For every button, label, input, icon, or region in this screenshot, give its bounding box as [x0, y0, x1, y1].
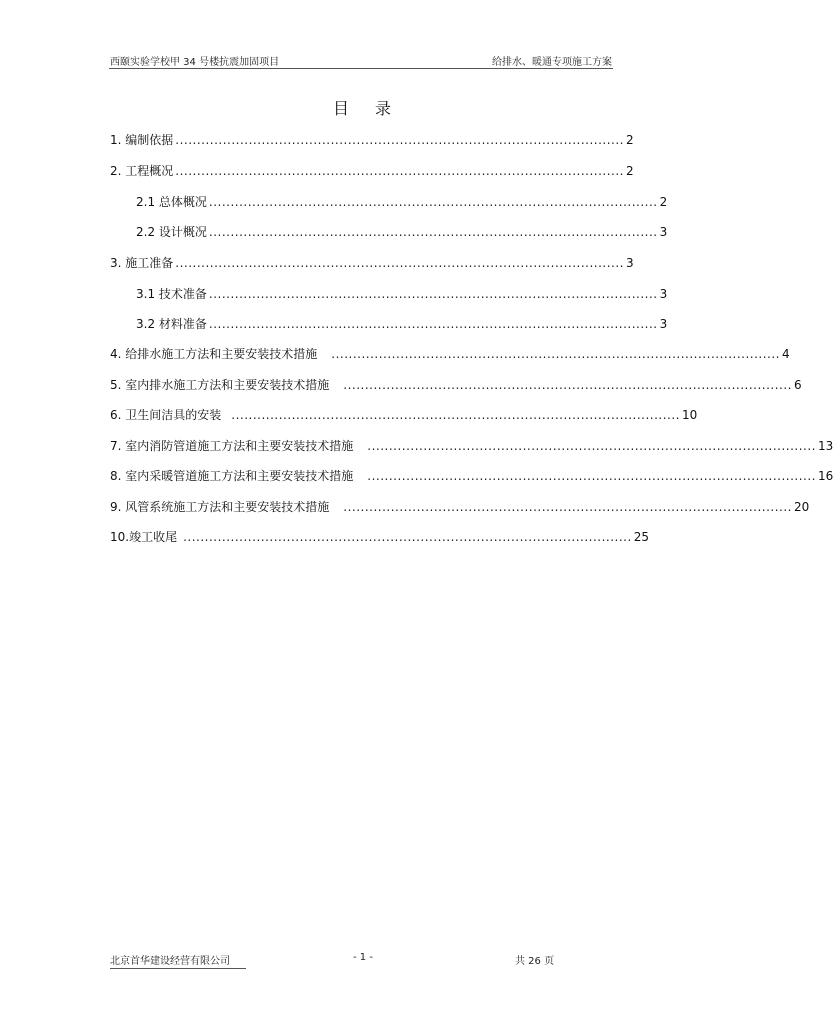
toc-entry-label: 2.1 总体概况 [136, 195, 207, 209]
toc-leader-dots: ........................................................................................................ [367, 469, 816, 483]
toc-leader-dots: ........................................................................................................ [208, 287, 658, 301]
toc-entry[interactable] [110, 467, 833, 483]
toc-entry-label: 9. 风管系统施工方法和主要安装技术措施 [110, 500, 330, 514]
toc-entry-page: 2 [625, 164, 634, 178]
toc-entry[interactable] [136, 193, 668, 209]
toc-leader-dots: ........................................................................................................ [175, 133, 624, 147]
toc-entry-page: 4 [781, 347, 790, 361]
toc-leader-dots: ........................................................................................................ [367, 439, 816, 453]
toc-entry[interactable] [110, 162, 634, 178]
toc-entry-page: 13 [817, 439, 833, 453]
header-plan-name: 给排水、暖通专项施工方案 [492, 57, 612, 68]
toc-leader-dots: ........................................................................................................ [175, 164, 624, 178]
toc-entry-page: 20 [793, 500, 810, 514]
toc-leader-dots: ........................................................................................................ [208, 225, 658, 239]
header-rule [109, 68, 613, 69]
toc-title-char-1: 目 [332, 99, 349, 118]
toc-leader-dots: ........................................................................................................ [231, 408, 680, 422]
toc-entry-label: 3.2 材料准备 [136, 317, 207, 331]
toc-entry[interactable] [110, 498, 810, 514]
toc-entry-page: 2 [659, 195, 668, 209]
toc-entry[interactable] [136, 223, 668, 239]
footer-company: 北京首华建设经营有限公司 [110, 952, 246, 969]
toc-entry-label: 10.竣工收尾 [110, 530, 178, 544]
toc-entry-page: 2 [625, 133, 634, 147]
toc-entry-label: 8. 室内采暖管道施工方法和主要安装技术措施 [110, 469, 354, 483]
footer-total-pages: 共 26 页 [515, 956, 555, 967]
toc-leader-dots: ........................................................................................................ [183, 530, 632, 544]
toc-entry[interactable] [110, 254, 634, 270]
toc-entry[interactable] [110, 528, 650, 544]
toc-entry[interactable] [136, 285, 668, 301]
toc-entry-label: 7. 室内消防管道施工方法和主要安装技术措施 [110, 439, 354, 453]
toc-entry-page: 6 [793, 378, 802, 392]
toc-entry[interactable] [110, 376, 802, 392]
header-project-name: 西颐实验学校甲 34 号楼抗震加固项目 [110, 57, 280, 68]
toc-entry-page: 3 [659, 287, 668, 301]
toc-entry-label: 1. 编制依据 [110, 133, 174, 147]
toc-leader-dots: ........................................................................................................ [208, 195, 658, 209]
toc-leader-dots: ........................................................................................................ [331, 347, 780, 361]
toc-title-char-2: 录 [375, 99, 392, 118]
toc-entry-label: 2. 工程概况 [110, 164, 174, 178]
toc-entry-label: 3. 施工准备 [110, 256, 174, 270]
toc-entry-page: 16 [817, 469, 833, 483]
footer-page-number: - 1 - [353, 952, 373, 963]
toc-leader-dots: ........................................................................................................ [343, 500, 792, 514]
toc-entry-page: 3 [625, 256, 634, 270]
toc-entry[interactable] [110, 406, 698, 422]
toc-leader-dots: ........................................................................................................ [175, 256, 624, 270]
toc-entry[interactable] [110, 345, 790, 361]
toc-entry-page: 3 [659, 225, 668, 239]
toc-entry-page: 3 [659, 317, 668, 331]
toc-entry-label: 4. 给排水施工方法和主要安装技术措施 [110, 347, 318, 361]
toc-leader-dots: ........................................................................................................ [208, 317, 658, 331]
toc-entry[interactable] [136, 315, 668, 331]
toc-entry-label: 2.2 设计概况 [136, 225, 207, 239]
toc-leader-dots: ........................................................................................................ [343, 378, 792, 392]
toc-entry-label: 6. 卫生间洁具的安装 [110, 408, 222, 422]
toc-title [0, 96, 724, 119]
toc-entry-label: 3.1 技术准备 [136, 287, 207, 301]
toc-entry-page: 10 [681, 408, 698, 422]
toc-entry[interactable] [110, 131, 634, 147]
toc-entry[interactable] [110, 437, 833, 453]
toc-entry-label: 5. 室内排水施工方法和主要安装技术措施 [110, 378, 330, 392]
toc-entry-page: 25 [633, 530, 650, 544]
